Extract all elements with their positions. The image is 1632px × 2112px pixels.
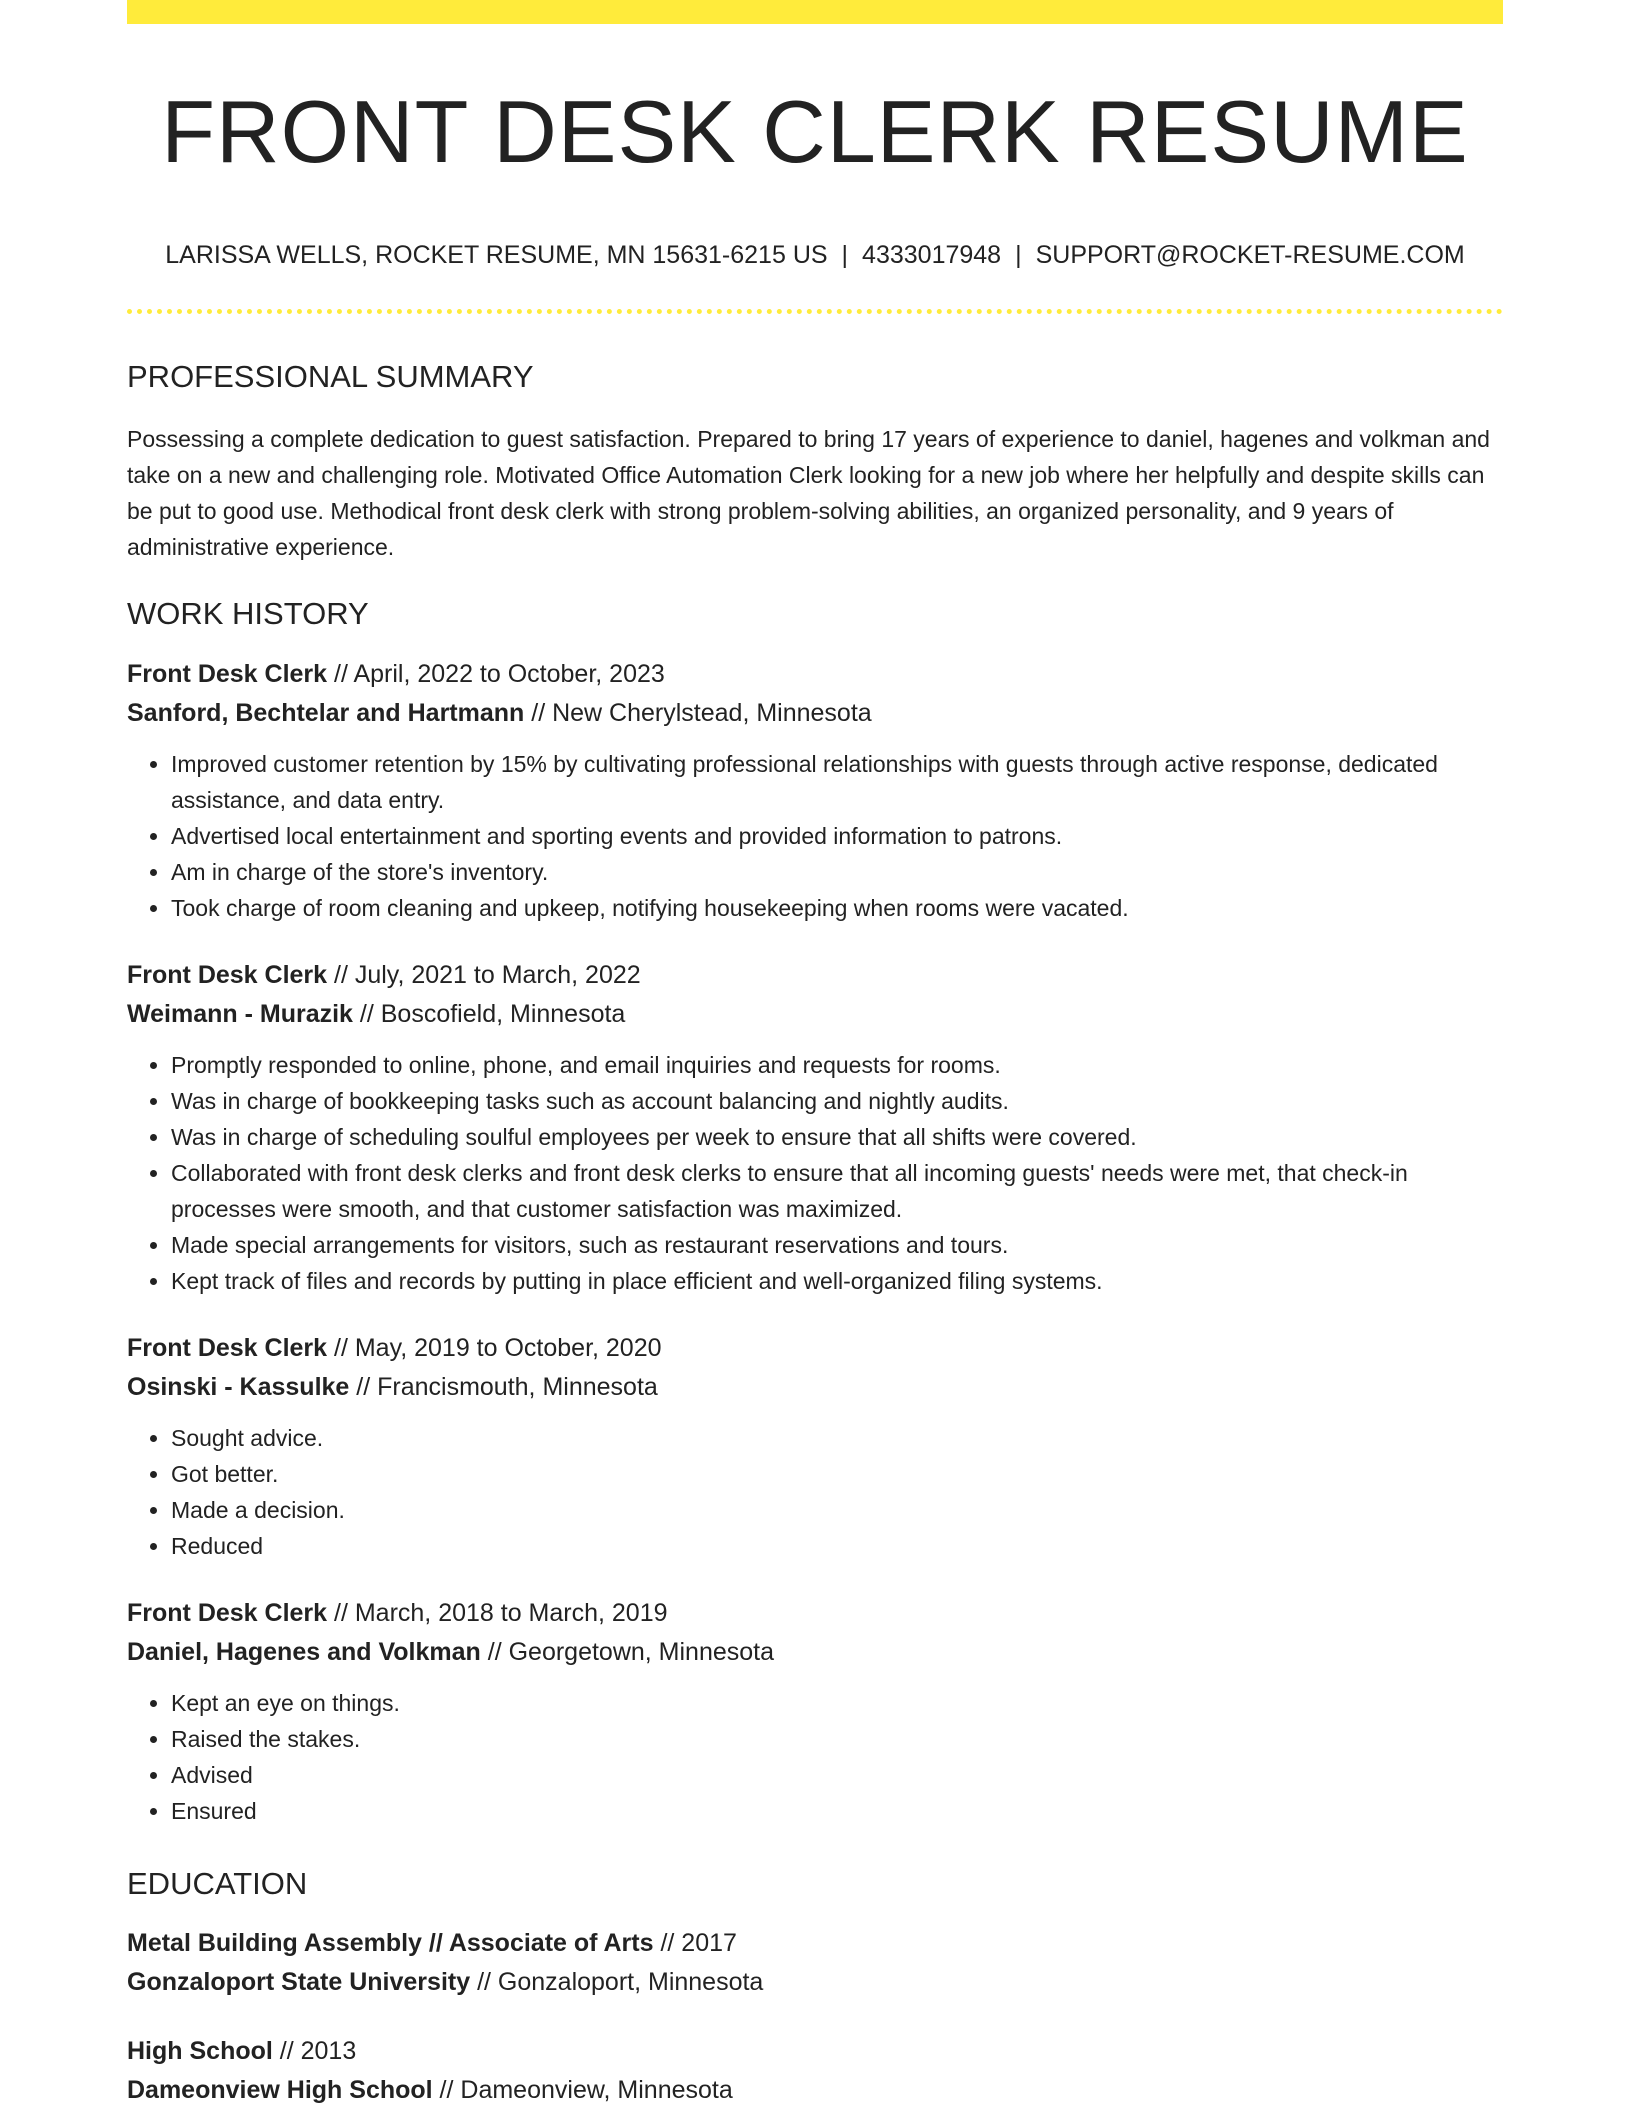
list-item: • Took charge of room cleaning and upkeep, notifying housekeeping when rooms were vacated. (171, 890, 1503, 926)
list-item: • Got better. (171, 1456, 1503, 1492)
contact-email: SUPPORT@ROCKET-RESUME.COM (1035, 240, 1465, 269)
list-item: • Promptly responded to online, phone, and email inquiries and requests for rooms. (171, 1047, 1503, 1083)
list-item: • Sought advice. (171, 1420, 1503, 1456)
education-entry (127, 1924, 1503, 2002)
list-item: • Kept an eye on things. (171, 1685, 1503, 1721)
job-entry (127, 1329, 1503, 1564)
list-item: • Made a decision. (171, 1492, 1503, 1528)
job-dates: // July, 2021 to March, 2022 (327, 960, 641, 989)
education-school-line (127, 1963, 1503, 2002)
resume-content (127, 0, 1503, 2110)
job-title-line (127, 1594, 1503, 1633)
list-item: • Raised the stakes. (171, 1721, 1503, 1757)
job-company-line (127, 1368, 1503, 1407)
contact-separator: | (1015, 240, 1022, 269)
education-location: // Dameonview, Minnesota (432, 2075, 733, 2104)
list-item: • Improved customer retention by 15% by cultivating professional relationships with guests through active response, dedicated assistance, and data entry. (171, 746, 1503, 818)
job-company: Osinski - Kassulke (127, 1372, 350, 1401)
list-item: • Was in charge of bookkeeping tasks such as account balancing and nightly audits. (171, 1083, 1503, 1119)
education-degree: High School (127, 2036, 273, 2065)
contact-separator: | (841, 240, 849, 269)
list-item: • Kept track of files and records by putting in place efficient and well-organized filing systems. (171, 1263, 1503, 1299)
job-entry (127, 1594, 1503, 1829)
list-item: • Made special arrangements for visitors, such as restaurant reservations and tours. (171, 1227, 1503, 1263)
job-location: // New Cherylstead, Minnesota (524, 698, 872, 727)
job-location: // Georgetown, Minnesota (480, 1637, 775, 1666)
education-location: // Gonzaloport, Minnesota (470, 1967, 764, 1996)
job-dates: // April, 2022 to October, 2023 (327, 659, 665, 688)
dotted-divider (127, 309, 1503, 314)
summary-heading: PROFESSIONAL SUMMARY (127, 359, 534, 395)
education-degree: Metal Building Assembly // Associate of Arts (127, 1928, 654, 1957)
list-item: • Advertised local entertainment and sporting events and provided information to patrons. (171, 818, 1503, 854)
job-company: Sanford, Bechtelar and Hartmann (127, 698, 525, 727)
education-year: // 2017 (653, 1928, 737, 1957)
job-entry (127, 956, 1503, 1299)
education-school: Dameonview High School (127, 2075, 433, 2104)
job-bullets (127, 1420, 1503, 1564)
contact-address: LARISSA WELLS, ROCKET RESUME, MN 15631-6215 US (165, 240, 828, 269)
job-title: Front Desk Clerk (127, 1598, 328, 1627)
job-entry (127, 655, 1503, 926)
job-location: // Francismouth, Minnesota (349, 1372, 658, 1401)
summary-text: Possessing a complete dedication to guest satisfaction. Prepared to bring 17 years of experience to daniel, hagenes and volkman and take on a new and challenging role. Motivated Office Automation Clerk looking for a new job where her helpfully and despite skills can be put to good use. Methodical front desk clerk with strong problem-solving abilities, an organized personality, and 9 years of administrative experience. (127, 426, 1490, 561)
list-item: • Was in charge of scheduling soulful employees per week to ensure that all shifts were covered. (171, 1119, 1503, 1155)
list-item: • Advised (171, 1757, 1503, 1793)
job-company: Daniel, Hagenes and Volkman (127, 1637, 481, 1666)
list-item: • Ensured (171, 1793, 1503, 1829)
education-school: Gonzaloport State University (127, 1967, 471, 1996)
job-bullets (127, 1685, 1503, 1829)
job-title-line (127, 956, 1503, 995)
contact-phone: 4333017948 (862, 240, 1002, 269)
job-bullets (127, 1047, 1503, 1299)
job-company-line (127, 995, 1503, 1034)
job-title: Front Desk Clerk (127, 960, 328, 989)
contact-line (127, 239, 1503, 272)
accent-top-bar (127, 0, 1503, 24)
job-location: // Boscofield, Minnesota (352, 999, 626, 1028)
education-year: // 2013 (272, 2036, 357, 2065)
job-company-line (127, 694, 1503, 733)
resume-title: FRONT DESK CLERK RESUME (161, 82, 1469, 181)
list-item: • Collaborated with front desk clerks and front desk clerks to ensure that all incoming guests' needs were met, that check-in processes were smooth, and that customer satisfaction was maximized. (171, 1155, 1503, 1227)
job-title: Front Desk Clerk (127, 659, 328, 688)
education-degree-line (127, 2032, 1503, 2071)
job-title-line (127, 1329, 1503, 1368)
job-dates: // March, 2018 to March, 2019 (327, 1598, 668, 1627)
job-title-line (127, 655, 1503, 694)
job-bullets (127, 746, 1503, 926)
job-dates: // May, 2019 to October, 2020 (327, 1333, 662, 1362)
education-heading: EDUCATION (127, 1865, 308, 1901)
list-item: • Reduced (171, 1528, 1503, 1564)
education-degree-line (127, 1924, 1503, 1963)
work-history-heading: WORK HISTORY (127, 596, 369, 632)
education-entry (127, 2032, 1503, 2110)
education-school-line (127, 2071, 1503, 2110)
job-company: Weimann - Murazik (127, 999, 353, 1028)
job-title: Front Desk Clerk (127, 1333, 328, 1362)
list-item: • Am in charge of the store's inventory. (171, 854, 1503, 890)
job-company-line (127, 1633, 1503, 1672)
